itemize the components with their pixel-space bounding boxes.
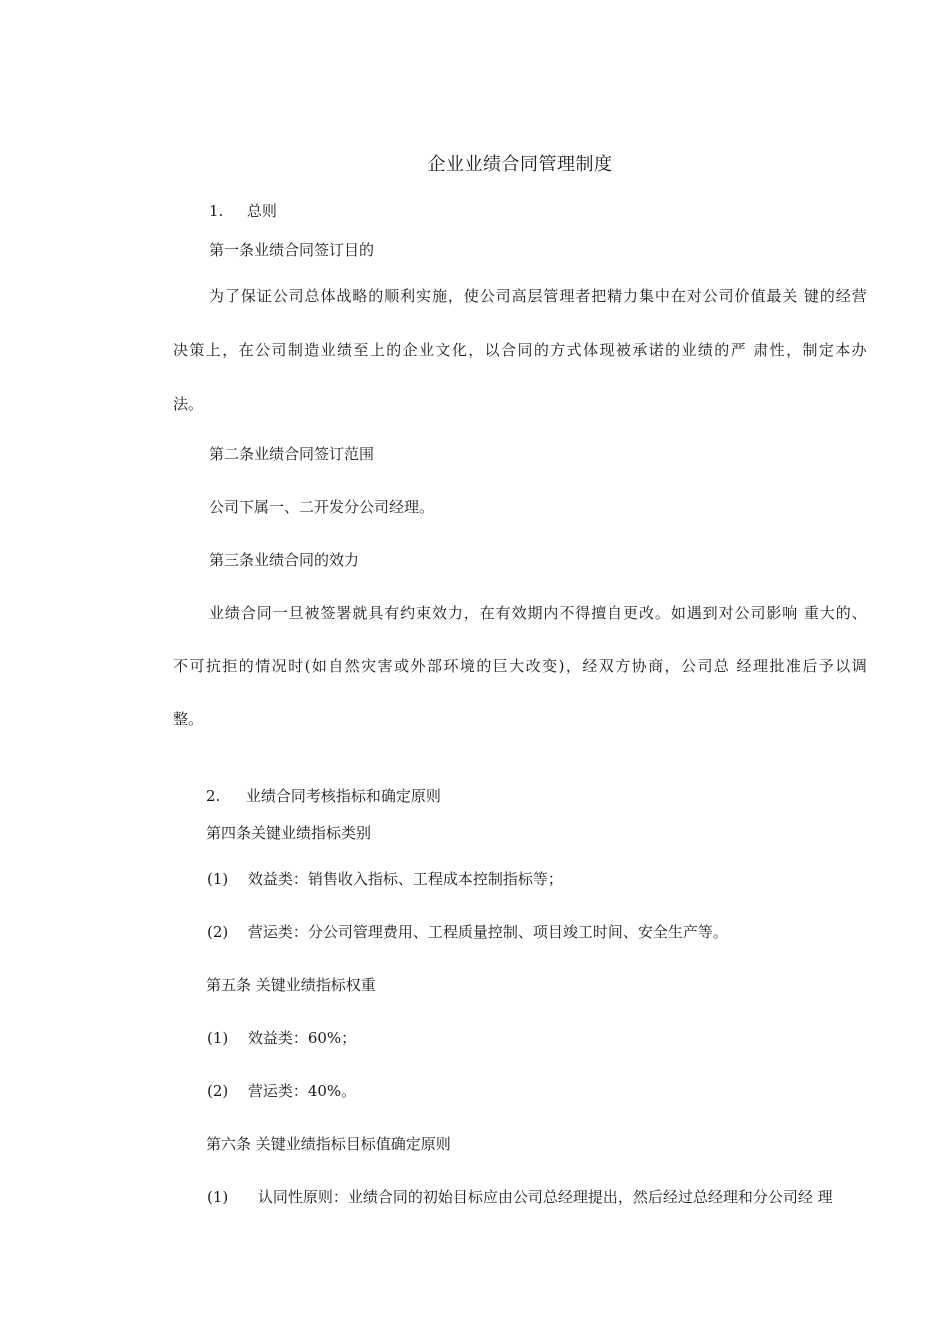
list-item-text: 营运类：分公司管理费用、工程质量控制、项目竣工时间、安全生产等。	[247, 923, 728, 941]
article-6-heading: 第六条 关键业绩指标目标值确定原则	[206, 1135, 451, 1153]
section-title: 总则	[246, 202, 277, 220]
list-marker: (1)	[207, 870, 229, 888]
article-3-heading: 第三条业绩合同的效力	[209, 551, 360, 569]
article-3-line-2: 不可抗拒的情况时(如自然灾害或外部环境的巨大改变)，经双方协商，公司总 经理批准后予以调	[173, 657, 867, 675]
document-title: 企业业绩合同管理制度	[427, 154, 613, 175]
list-marker: (1)	[207, 1188, 229, 1206]
article-3-line-1: 业绩合同一旦被签署就具有约束效力，在有效期内不得擅自更改。如遇到对公司影响 重大的、	[209, 604, 867, 622]
article-5-item-2	[207, 1081, 356, 1101]
article-4-item-1	[207, 869, 563, 889]
section-number: 2.	[206, 787, 221, 805]
list-item-text: 效益类：销售收入指标、工程成本控制指标等；	[247, 870, 563, 888]
article-4-heading: 第四条关键业绩指标类别	[206, 824, 372, 842]
list-marker: (2)	[207, 923, 229, 941]
section-number: 1.	[209, 202, 224, 220]
article-6-item-1	[207, 1187, 867, 1207]
article-1-line-1: 为了保证公司总体战略的顺利实施，使公司高层管理者把精力集中在对公司价值最关 键的经营	[209, 287, 867, 305]
list-marker: (1)	[207, 1029, 229, 1047]
article-1-line-3: 法。	[173, 395, 204, 413]
article-2-heading: 第二条业绩合同签订范围	[209, 445, 375, 463]
section-1-heading	[209, 201, 277, 221]
list-item-text: 效益类：60%；	[247, 1029, 357, 1047]
article-1-line-2: 决策上，在公司制造业绩至上的企业文化，以合同的方式体现被承诺的业绩的严 肃性，制定本办	[173, 341, 867, 359]
list-item-text: 认同性原则：业绩合同的初始目标应由公司总经理提出，然后经过总经理和分公司经 理	[257, 1188, 833, 1206]
article-5-heading: 第五条 关键业绩指标权重	[206, 976, 376, 994]
article-2-text: 公司下属一、二开发分公司经理。	[209, 498, 435, 516]
list-marker: (2)	[207, 1082, 229, 1100]
article-1-heading: 第一条业绩合同签订目的	[209, 241, 375, 259]
article-3-line-3: 整。	[173, 710, 204, 728]
article-5-item-1	[207, 1028, 356, 1048]
article-4-item-2	[207, 922, 728, 942]
section-2-heading	[206, 786, 441, 806]
list-item-text: 营运类：40%。	[247, 1082, 357, 1100]
section-title: 业绩合同考核指标和确定原则	[245, 787, 441, 805]
